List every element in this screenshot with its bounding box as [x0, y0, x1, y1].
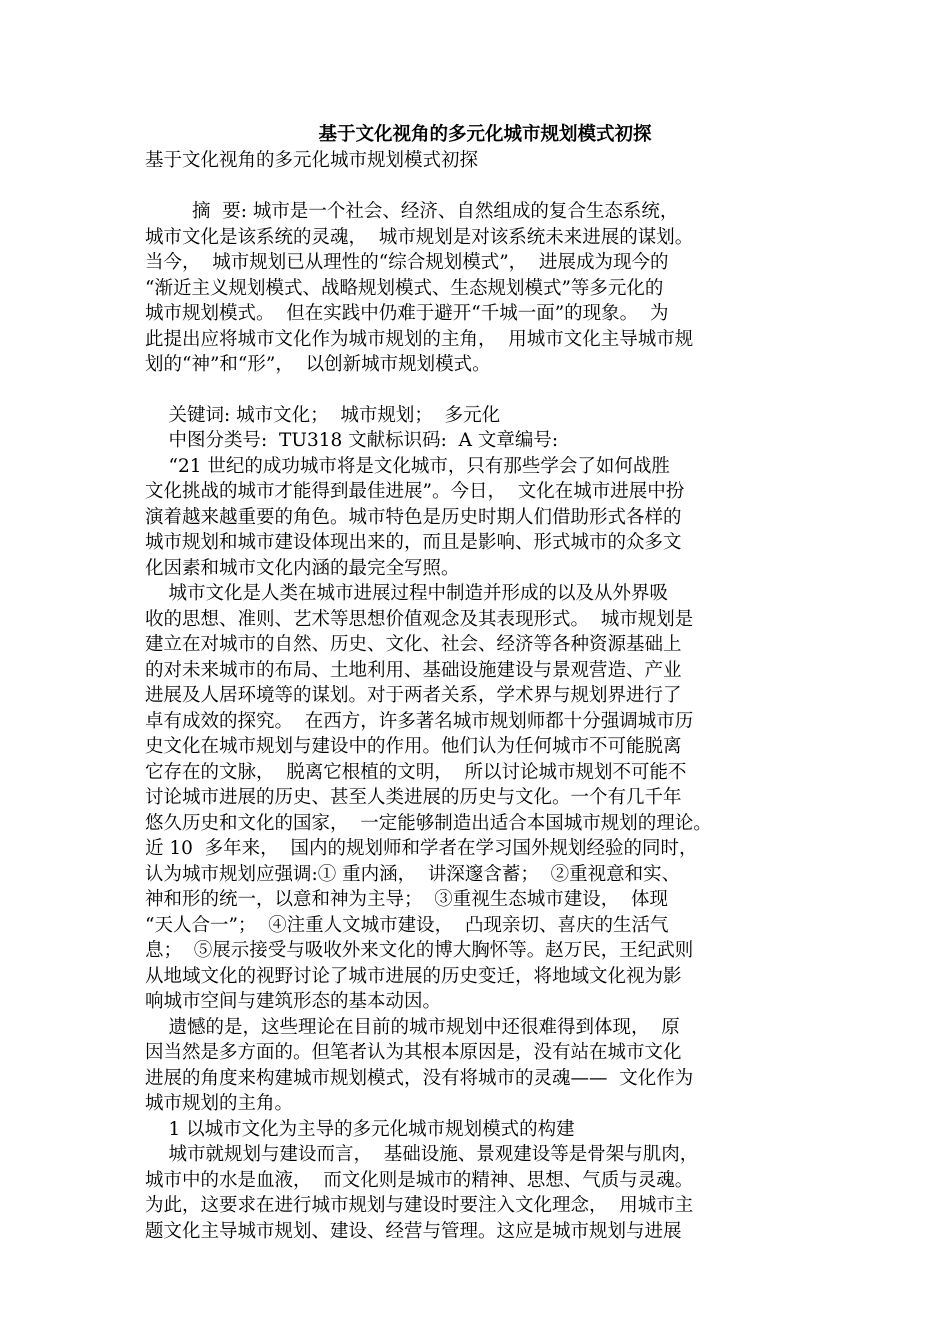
- paragraph-line: 城市文化是人类在城市进展过程中制造并形成的以及从外界吸: [145, 583, 669, 604]
- paragraph: [145, 1142, 825, 1244]
- abstract-line: 摘 要: 城市是一个社会、经济、自然组成的复合生态系统，: [145, 201, 679, 222]
- paragraph-line: 演着越来越重要的角色。城市特色是历史时期人们借助形式各样的: [145, 506, 682, 528]
- paragraph: [145, 581, 825, 1015]
- paragraph-line: 它存在的文脉， 脱离它根植的文明， 所以讨论城市规划不可能不: [145, 761, 687, 783]
- classification-line: 中图分类号: TU318 文献标识码: A 文章编号:: [145, 430, 559, 451]
- paragraph-line: 近 10 多年来， 国内的规划师和学者在学习国外规划经验的同时，: [145, 838, 698, 859]
- spacer: [145, 174, 825, 199]
- paragraph-line: 城市规划和城市建设体现出来的，而且是影响、形式城市的众多文: [145, 532, 682, 553]
- paragraph-line: 为此，这要求在进行城市规划与建设时要注入文化理念， 用城市主: [145, 1195, 694, 1216]
- paragraph-line: 响城市空间与建筑形态的基本动因。: [145, 991, 442, 1012]
- paragraph-line: 1 以城市文化为主导的多元化城市规划模式的构建: [145, 1118, 575, 1140]
- paragraph-line: 城市就规划与建设而言， 基础设施、景观建设等是骨架与肌肉，: [145, 1144, 699, 1165]
- paragraph-line: 文化挑战的城市才能得到最佳进展”。今日， 文化在城市进展中扮: [145, 481, 685, 502]
- paragraph-line: 认为城市规划应强调:① 重内涵， 讲深邃含蓄； ②重视意和实、: [145, 863, 681, 885]
- paragraph-line: 讨论城市进展的历史、甚至人类进展的历史与文化。一个有几千年: [145, 787, 682, 808]
- abstract: [145, 199, 825, 378]
- paragraph: [145, 1015, 825, 1117]
- paragraph-line: 题文化主导城市规划、建设、经营与管理。这应是城市规划与进展: [145, 1220, 682, 1242]
- paragraph-line: 城市中的水是血液， 而文化则是城市的精神、思想、气质与灵魂。: [145, 1169, 694, 1191]
- paragraph-line: 从地域文化的视野讨论了城市进展的历史变迁，将地域文化视为影: [145, 965, 682, 987]
- paragraph: [145, 454, 825, 582]
- abstract-line: 城市规划模式。 但在实践中仍难于避开“千城一面”的现象。 为: [145, 303, 669, 324]
- spacer: [145, 378, 825, 403]
- paragraph: [145, 1117, 825, 1143]
- paragraph-line: 神和形的统一，以意和神为主导； ③重视生态城市建设， 体现: [145, 889, 669, 910]
- paragraph-line: 化因素和城市文化内涵的最完全写照。: [145, 557, 460, 579]
- paragraph-line: 进展的角度来构建城市规划模式，没有将城市的灵魂—— 文化作为: [145, 1067, 694, 1089]
- paragraph-line: 收的思想、准则、艺术等思想价值观念及其表现形式。 城市规划是: [145, 608, 694, 630]
- paragraph-line: 息； ⑤展示接受与吸收外来文化的博大胸怀等。赵万民，王纪武则: [145, 940, 694, 961]
- body-text: [145, 454, 825, 1245]
- document-page: [145, 122, 825, 1244]
- paragraph-line: 悠久历史和文化的国家， 一定能够制造出适合本国城市规划的理论。: [145, 812, 712, 834]
- paragraph-line: 卓有成效的探究。 在西方，许多著名城市规划师都十分强调城市历: [145, 710, 694, 732]
- paragraph-line: 建立在对城市的自然、历史、文化、社会、经济等各种资源基础上: [145, 634, 682, 655]
- abstract-line: 城市文化是该系统的灵魂， 城市规划是对该系统未来进展的谋划。: [145, 226, 694, 248]
- paragraph-line: 因当然是多方面的。但笔者认为其根本原因是，没有站在城市文化: [145, 1042, 682, 1063]
- paragraph-line: “天人合一”； ④注重人文城市建设， 凸现亲切、喜庆的生活气: [145, 914, 669, 936]
- document-subtitle: 基于文化视角的多元化城市规划模式初探: [145, 150, 479, 171]
- paragraph-line: “21 世纪的成功城市将是文化城市，只有那些学会了如何战胜: [145, 455, 670, 477]
- paragraph-line: 进展及人居环境等的谋划。对于两者关系，学术界与规划界进行了: [145, 685, 682, 706]
- keywords-line: 关键词: 城市文化； 城市规划； 多元化: [145, 404, 501, 426]
- document-title: 基于文化视角的多元化城市规划模式初探: [318, 124, 652, 145]
- paragraph-line: 的对未来城市的布局、土地利用、基础设施建设与景观营造、产业: [145, 659, 682, 681]
- paragraph-line: 城市规划的主角。: [145, 1093, 294, 1114]
- paragraph-line: 史文化在城市规划与建设中的作用。他们认为任何城市不可能脱离: [145, 736, 682, 757]
- abstract-line: 当今， 城市规划已从理性的“综合规划模式”， 进展成为现今的: [145, 252, 669, 273]
- abstract-line: 此提出应将城市文化作为城市规划的主角， 用城市文化主导城市规: [145, 328, 694, 350]
- paragraph-line: 遗憾的是，这些理论在目前的城市规划中还很难得到体现， 原: [145, 1016, 680, 1038]
- abstract-line: “渐近主义规划模式、战略规划模式、生态规划模式”等多元化的: [145, 277, 664, 299]
- abstract-line: 划的“神”和“形”， 以创新城市规划模式。: [145, 354, 491, 375]
